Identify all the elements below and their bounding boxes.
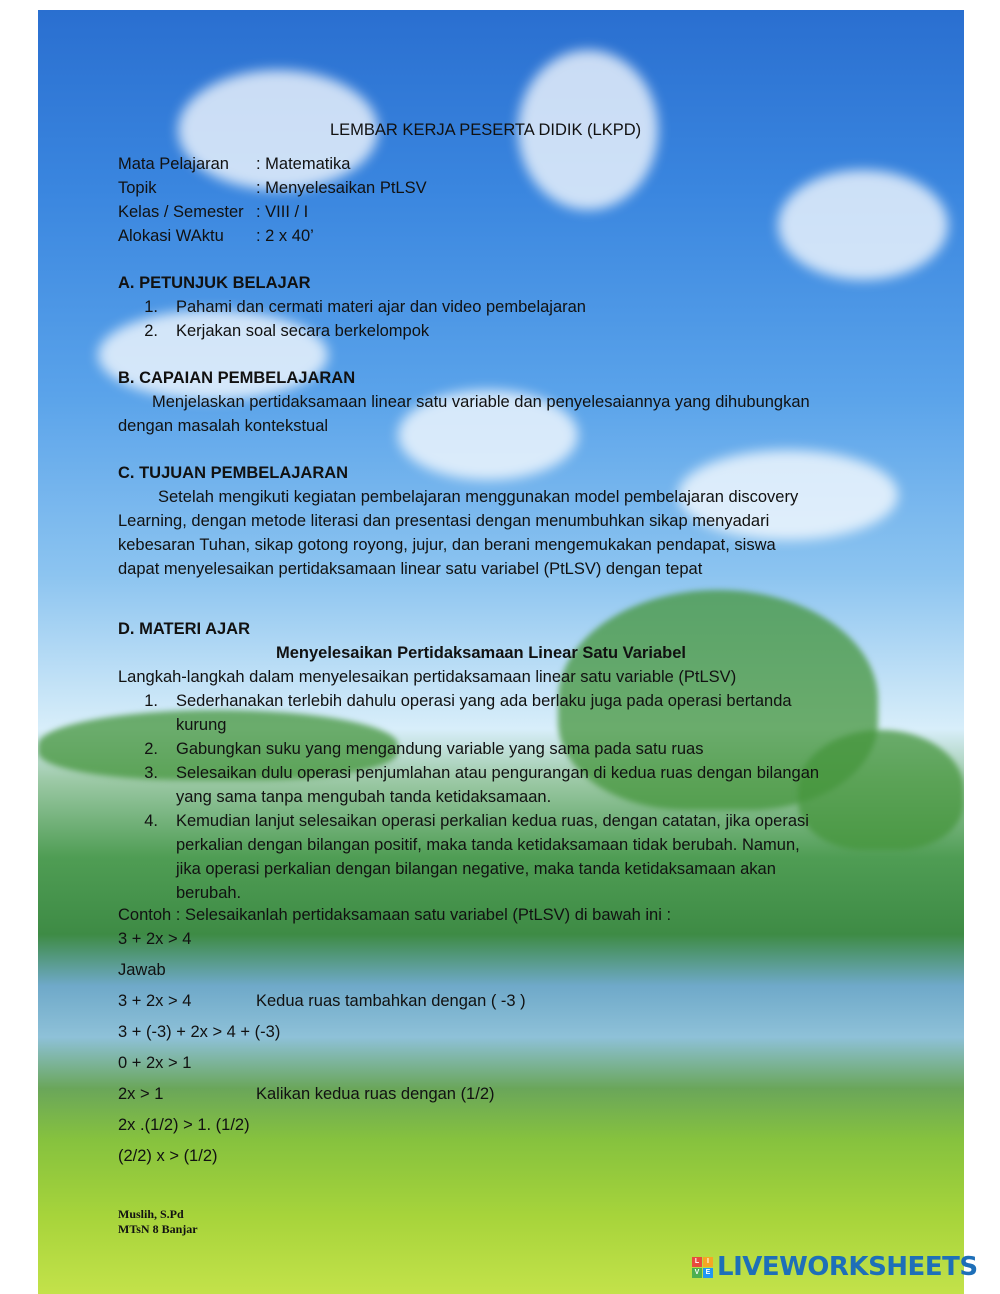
footer-author: Muslih, S.Pd	[118, 1207, 184, 1221]
paragraph-line: Menjelaskan pertidaksamaan linear satu variable dan penyelesaiannya yang dihubungkan	[152, 393, 810, 411]
solution-note: Kedua ruas tambahkan dengan ( -3 )	[256, 992, 526, 1010]
info-value-class: : VIII / I	[256, 203, 309, 221]
liveworksheets-logo[interactable]	[692, 1252, 978, 1282]
cloud-decoration	[778, 170, 948, 280]
info-value-subject: : Matematika	[256, 155, 351, 173]
paragraph-line: Setelah mengikuti kegiatan pembelajaran menggunakan model pembelajaran discovery	[158, 488, 799, 506]
step-line: Gabungkan suku yang mengandung variable yang sama pada satu ruas	[176, 740, 704, 758]
step-number: 2.	[144, 740, 158, 758]
step-line: perkalian dengan bilangan positif, maka tanda ketidaksamaan tidak berubah. Namun,	[176, 836, 800, 854]
step-number: 4.	[144, 812, 158, 830]
paragraph-line: dapat menyelesaikan pertidaksamaan linear satu variabel (PtLSV) dengan tepat	[118, 560, 703, 578]
step-line: berubah.	[176, 884, 242, 902]
step-line: Selesaikan dulu operasi penjumlahan atau pengurangan di kedua ruas dengan bilangan	[176, 764, 820, 782]
step-line: jika operasi perkalian dengan bilangan negative, maka tanda ketidaksamaan akan	[176, 860, 776, 878]
solution-expr: (2/2) x > (1/2)	[118, 1147, 218, 1165]
page-title: LEMBAR KERJA PESERTA DIDIK (LKPD)	[330, 121, 642, 139]
solution-expr: 2x .(1/2) > 1. (1/2)	[118, 1116, 250, 1134]
section-d-heading: D. MATERI AJAR	[118, 620, 250, 638]
logo-letter: I	[703, 1257, 713, 1267]
info-label-time: Alokasi WAktu	[118, 227, 224, 245]
list-number: 2.	[144, 322, 158, 340]
liveworksheets-wordmark: LIVEWORKSHEETS	[717, 1252, 978, 1282]
logo-letter: E	[703, 1268, 713, 1278]
paragraph-line: dengan masalah kontekstual	[118, 417, 329, 435]
info-label-subject: Mata Pelajaran	[118, 155, 229, 173]
section-c-heading: C. TUJUAN PEMBELAJARAN	[118, 464, 349, 482]
footer-school: MTsN 8 Banjar	[118, 1222, 198, 1236]
paragraph-line: kebesaran Tuhan, sikap gotong royong, jujur, dan berani mengemukakan pendapat, siswa	[118, 536, 776, 554]
solution-note: Kalikan kedua ruas dengan (1/2)	[256, 1085, 495, 1103]
solution-expr: 2x > 1	[118, 1085, 164, 1103]
step-line: Kemudian lanjut selesaikan operasi perkalian kedua ruas, dengan catatan, jika operasi	[176, 812, 809, 830]
paragraph-line: Learning, dengan metode literasi dan presentasi dengan menumbuhkan sikap menyadari	[118, 512, 770, 530]
info-label-topic: Topik	[118, 179, 157, 197]
solution-expr: 3 + (-3) + 2x > 4 + (-3)	[118, 1023, 281, 1041]
step-line: kurung	[176, 716, 227, 734]
logo-letter: V	[692, 1268, 702, 1278]
solution-expr: 3 + 2x > 4	[118, 992, 192, 1010]
example-label: Contoh : Selesaikanlah pertidaksamaan satu variabel (PtLSV) di bawah ini :	[118, 906, 672, 924]
list-number: 1.	[144, 298, 158, 316]
tree-decoration	[798, 730, 964, 850]
section-a-heading: A. PETUNJUK BELAJAR	[118, 274, 311, 292]
liveworksheets-icon	[692, 1257, 713, 1278]
step-number: 1.	[144, 692, 158, 710]
material-subheading: Menyelesaikan Pertidaksamaan Linear Satu Variabel	[276, 644, 686, 662]
step-number: 3.	[144, 764, 158, 782]
example-problem: 3 + 2x > 4	[118, 930, 192, 948]
logo-letter: L	[692, 1257, 702, 1267]
info-value-topic: : Menyelesaikan PtLSV	[256, 179, 427, 197]
material-intro: Langkah-langkah dalam menyelesaikan pertidaksamaan linear satu variable (PtLSV)	[118, 668, 737, 686]
answer-label: Jawab	[118, 961, 166, 979]
info-value-time: : 2 x 40’	[256, 227, 314, 245]
step-line: yang sama tanpa mengubah tanda ketidaksamaan.	[176, 788, 552, 806]
list-item: Kerjakan soal secara berkelompok	[176, 322, 430, 340]
info-label-class: Kelas / Semester	[118, 203, 244, 221]
list-item: Pahami dan cermati materi ajar dan video pembelajaran	[176, 298, 586, 316]
section-b-heading: B. CAPAIAN PEMBELAJARAN	[118, 369, 356, 387]
solution-expr: 0 + 2x > 1	[118, 1054, 192, 1072]
step-line: Sederhanakan terlebih dahulu operasi yang ada berlaku juga pada operasi bertanda	[176, 692, 792, 710]
